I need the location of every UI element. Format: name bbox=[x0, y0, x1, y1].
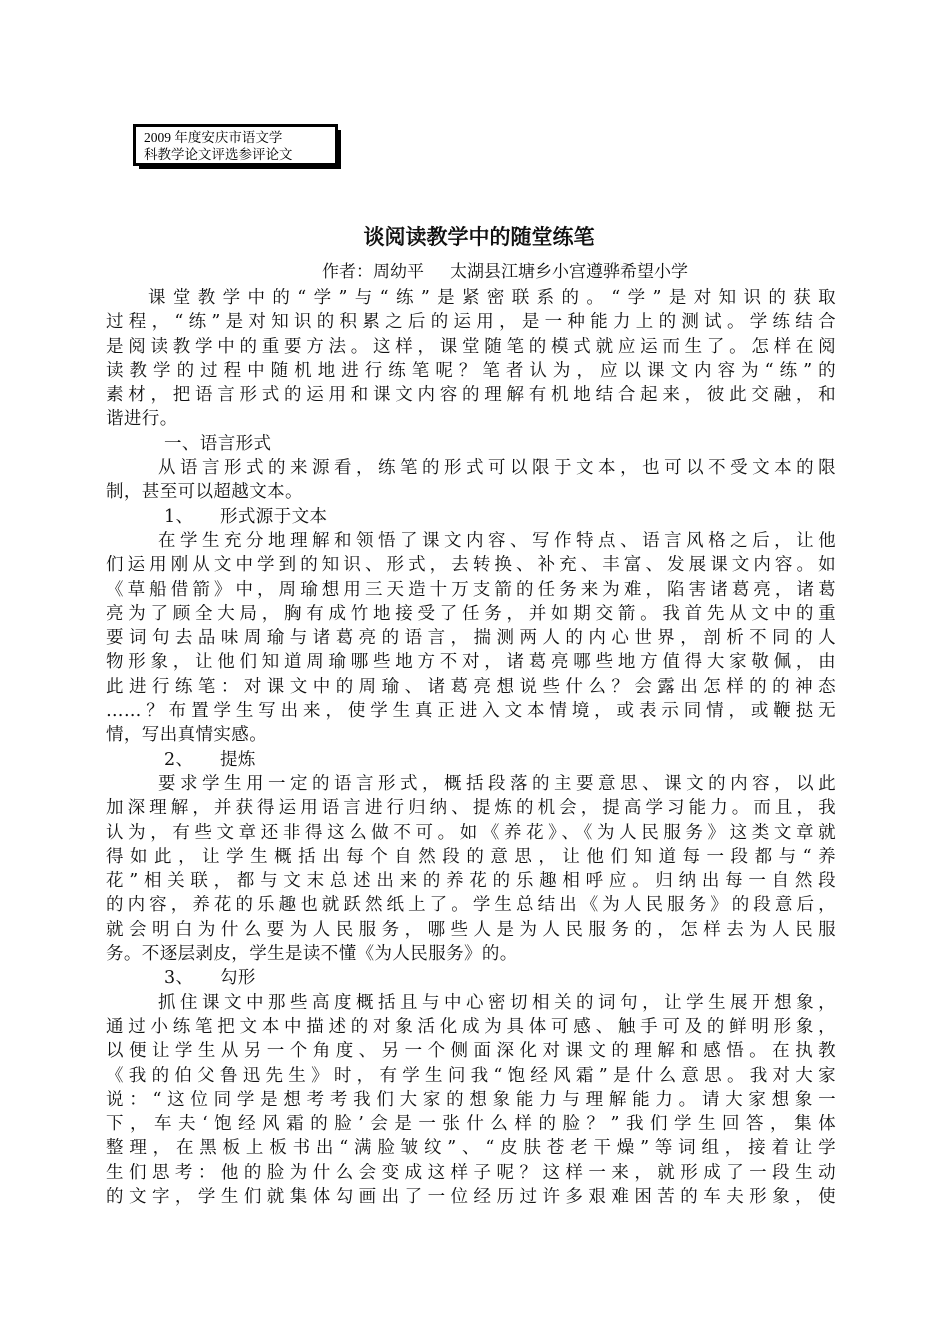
text-line: 《草船借箭》中，周瑜想用三天造十万支箭的任务来为难，陷害诸葛亮，诸葛 bbox=[106, 579, 836, 600]
author-name: 作者：周幼平 bbox=[322, 262, 424, 282]
text-line: 下，车夫‘饱经风霜的脸’会是一张什么样的脸？”我们学生回答，集体 bbox=[106, 1114, 836, 1135]
text-line: 情，写出真情实感。 bbox=[106, 725, 268, 746]
text-line: 们运用刚从文中学到的知识、形式，去转换、补充、丰富、发展课文内容。如 bbox=[106, 555, 836, 576]
subsection-heading bbox=[106, 505, 836, 529]
subsection-title: 形式源于文本 bbox=[220, 506, 328, 527]
sub1-paragraph bbox=[106, 529, 836, 748]
article-body bbox=[106, 286, 836, 1209]
text-line: 《我的伯父鲁迅先生》时，有学生问我“饱经风霜”是什么意思。我对大家 bbox=[106, 1065, 836, 1086]
text-line: 认为，有些文章还非得这么做不可。如《养花》、《为人民服务》这类文章就 bbox=[106, 822, 836, 843]
text-line: 是阅读教学中的重要方法。这样，课堂随笔的模式就应运而生了。怎样在阅 bbox=[106, 336, 836, 357]
text-line: 得如此，让学生概括出每个自然段的意思，让他们知道每一段都与“养 bbox=[106, 846, 836, 867]
award-badge bbox=[133, 124, 338, 166]
text-line: 制，甚至可以超越文本。 bbox=[106, 482, 303, 503]
text-line: 在学生充分地理解和领悟了课文内容、写作特点、语言风格之后，让他 bbox=[158, 530, 836, 551]
badge-line-2: 科教学论文评选参评论文 bbox=[144, 147, 293, 162]
subsection-title: 勾形 bbox=[220, 968, 256, 989]
subsection-heading bbox=[106, 966, 836, 990]
text-line: 务。不逐层剥皮，学生是读不懂《为人民服务》的。 bbox=[106, 944, 518, 965]
subsection-title: 提炼 bbox=[220, 749, 256, 770]
text-line: 说：“这位同学是想考考我们大家的想象能力与理解能力。请大家想象一 bbox=[106, 1089, 836, 1110]
text-line: 过程，“练”是对知识的积累之后的运用，是一种能力上的测试。学练结合 bbox=[106, 312, 836, 333]
text-line: 加深理解，并获得运用语言进行归纳、提炼的机会，提高学习能力。而且，我 bbox=[106, 798, 836, 819]
text-line: 要词句去品味周瑜与诸葛亮的语言，揣测两人的内心世界，剖析不同的人 bbox=[106, 628, 836, 649]
page-title: 谈阅读教学中的随堂练笔 bbox=[363, 225, 595, 249]
subsection-number: 1、 bbox=[164, 506, 194, 527]
text-line: 课堂教学中的“学”与“练”是紧密联系的。“学”是对知识的获取 bbox=[148, 288, 836, 308]
subsection-heading bbox=[106, 748, 836, 772]
badge-line-1: 2009 年度安庆市语文学 bbox=[144, 130, 283, 145]
text-line: 从语言形式的来源看，练笔的形式可以限于文本，也可以不受文本的限 bbox=[158, 458, 836, 479]
intro-paragraph bbox=[106, 286, 836, 432]
text-line: 抓住课文中那些高度概括且与中心密切相关的词句，让学生展开想象， bbox=[158, 992, 836, 1013]
text-line: 物形象，让他们知道周瑜哪些地方不对，诸葛亮哪些地方值得大家敬佩，由 bbox=[106, 652, 836, 673]
subsection-number: 2、 bbox=[164, 749, 194, 770]
text-line: 谐进行。 bbox=[106, 409, 178, 430]
text-line: 读教学的过程中随机地进行练笔呢？笔者认为，应以课文内容为“练”的 bbox=[106, 360, 836, 381]
text-line: 以便让学生从另一个角度、另一个侧面深化对课文的理解和感悟。在执教 bbox=[106, 1041, 836, 1062]
text-line: 的文字，学生们就集体勾画出了一位经历过许多艰难困苦的车夫形象，使 bbox=[106, 1186, 836, 1207]
author-line bbox=[322, 260, 882, 284]
text-line: 素材，把语言形式的运用和课文内容的理解有机地结合起来，彼此交融，和 bbox=[106, 385, 836, 406]
text-line: 生们思考：他的脸为什么会变成这样子呢？这样一来，就形成了一段生动 bbox=[106, 1162, 836, 1183]
text-line: 要求学生用一定的语言形式，概括段落的主要意思、课文的内容，以此 bbox=[158, 773, 836, 794]
section1-paragraph bbox=[106, 456, 836, 505]
subsection-number: 3、 bbox=[164, 968, 194, 989]
sub3-paragraph bbox=[106, 991, 836, 1210]
text-line: 亮为了顾全大局，胸有成竹地接受了任务，并如期交箭。我首先从文中的重 bbox=[106, 603, 836, 624]
text-line: 整理，在黑板上板书出“满脸皱纹”、“皮肤苍老干燥”等词组，接着让学 bbox=[106, 1138, 836, 1159]
text-line: 通过小练笔把文本中描述的对象活化成为具体可感、触手可及的鲜明形象， bbox=[106, 1016, 836, 1037]
text-line: 此进行练笔：对课文中的周瑜、诸葛亮想说些什么？会露出怎样的的神态 bbox=[106, 676, 836, 697]
text-line: 的内容，养花的乐趣也就跃然纸上了。学生总结出《为人民服务》的段意后， bbox=[106, 895, 836, 916]
section-heading: 一、语言形式 bbox=[164, 433, 272, 454]
text-line: 就会明白为什么要为人民服务，哪些人是为人民服务的，怎样去为人民服 bbox=[106, 919, 836, 940]
text-line: 花”相关联，都与文末总述出来的养花的乐趣相呼应。归纳出每一自然段 bbox=[106, 871, 836, 892]
sub2-paragraph bbox=[106, 772, 836, 966]
author-school: 太湖县江塘乡小宫遵骅希望小学 bbox=[450, 262, 688, 282]
text-line: ……？布置学生写出来，使学生真正进入文本情境，或表示同情，或鞭挞无 bbox=[106, 701, 836, 722]
